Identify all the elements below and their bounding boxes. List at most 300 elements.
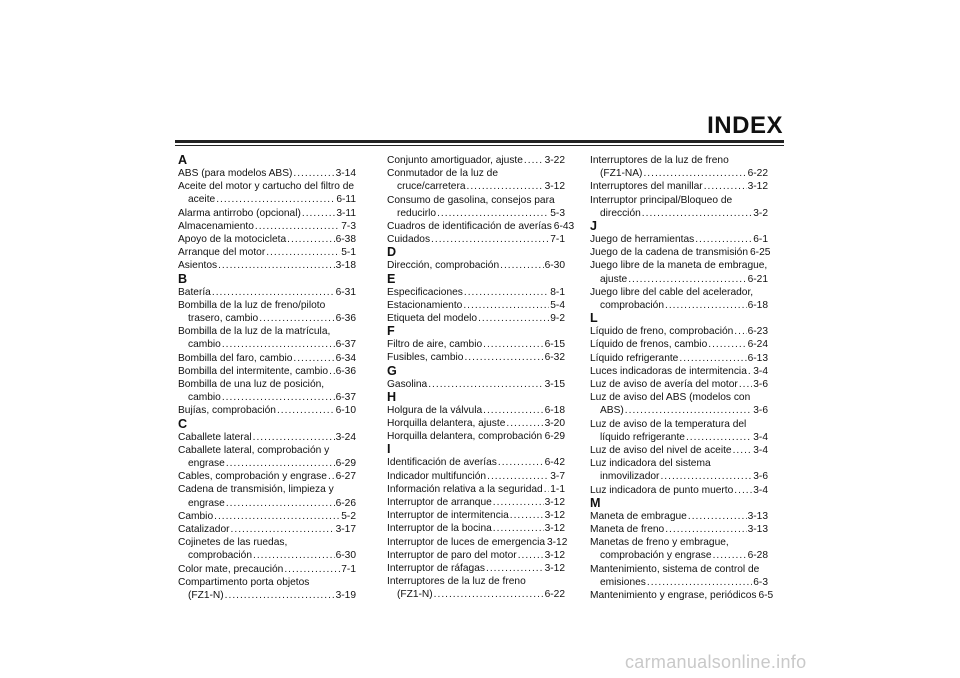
index-entry-text: Consumo de gasolina, consejos para xyxy=(387,194,555,206)
index-column-1 xyxy=(178,154,356,602)
leader-dots xyxy=(665,299,747,312)
index-entry xyxy=(590,365,768,378)
index-page-number: 6-29 xyxy=(335,458,356,470)
index-entry-text: Información relativa a la seguridad xyxy=(387,483,543,495)
index-entry-line xyxy=(178,431,356,444)
index-entry xyxy=(590,378,768,391)
index-entry xyxy=(178,220,356,233)
index-entry-line xyxy=(590,167,768,180)
index-entry-text: comprobación xyxy=(188,550,252,562)
index-entry-text: Catalizador xyxy=(178,524,230,536)
index-entry xyxy=(178,483,356,509)
leader-dots xyxy=(222,391,335,404)
index-entry xyxy=(590,180,768,193)
index-entry-text: Bombilla del intermitente, cambio xyxy=(178,365,329,377)
index-entry-line xyxy=(590,352,768,365)
index-page-number: 3-12 xyxy=(544,510,565,522)
index-entry xyxy=(590,589,774,602)
index-entry-line xyxy=(178,167,356,180)
index-entry-line xyxy=(178,589,356,602)
index-entry-line xyxy=(387,562,565,575)
index-entry xyxy=(178,510,356,523)
index-entry xyxy=(178,365,356,378)
index-page-number: 3-20 xyxy=(544,418,565,430)
index-entry-line xyxy=(387,259,565,272)
index-entry-text: Apoyo de la motocicleta xyxy=(178,234,287,246)
leader-dots xyxy=(255,220,340,233)
index-entry-text: Luz de aviso del ABS (modelos con xyxy=(590,392,751,404)
index-entry xyxy=(178,286,356,299)
index-entry xyxy=(178,470,356,483)
index-entry-line xyxy=(590,510,768,523)
index-entry-text: Mantenimiento y engrase, periódicos xyxy=(590,590,757,602)
index-entry-text: Juego de la cadena de transmisión xyxy=(590,247,749,259)
leader-dots xyxy=(431,233,549,246)
leader-dots xyxy=(329,365,335,378)
index-entry-text: Líquido de frenos, cambio xyxy=(590,339,708,351)
index-entry-text: Juego libre de la maneta de embrague, xyxy=(590,260,768,272)
index-entry-line xyxy=(178,193,356,206)
index-entry xyxy=(387,470,565,483)
index-entry-line xyxy=(590,325,768,338)
leader-dots xyxy=(665,523,746,536)
index-letter-heading: C xyxy=(178,416,188,431)
index-entry xyxy=(590,194,768,220)
index-page-number: 3-19 xyxy=(335,590,356,602)
header-rule-thick xyxy=(175,140,784,143)
index-entry-line xyxy=(178,523,356,536)
index-page-number: 6-36 xyxy=(335,313,356,325)
index-entry-text: Cables, comprobación y engrase xyxy=(178,471,327,483)
leader-dots xyxy=(748,365,752,378)
index-entry xyxy=(590,259,768,285)
watermark: carmanualsonline.info xyxy=(625,652,807,672)
index-entry-text: Filtro de aire, cambio xyxy=(387,339,483,351)
index-entry xyxy=(590,246,771,259)
index-entry xyxy=(590,233,768,246)
index-entry xyxy=(387,417,565,430)
index-page-number: 5-2 xyxy=(341,510,356,522)
index-entry-line xyxy=(590,207,768,220)
index-entry-text: Luz de aviso de la temperatura del xyxy=(590,418,747,430)
leader-dots xyxy=(739,378,752,391)
index-entry xyxy=(387,286,565,299)
index-entry-line xyxy=(387,496,565,509)
index-page-number: 6-43 xyxy=(553,221,575,233)
index-entry xyxy=(590,418,768,444)
leader-dots xyxy=(259,312,334,325)
index-entry-text: engrase xyxy=(188,458,225,470)
index-entry-line xyxy=(387,351,565,364)
leader-dots xyxy=(642,207,752,220)
index-entry-text: Conjunto amortiguador, ajuste xyxy=(387,155,523,166)
index-entry xyxy=(178,563,356,576)
index-entry xyxy=(178,167,356,180)
index-entry-text: comprobación y engrase xyxy=(600,550,712,562)
index-entry-text: Luces indicadoras de intermitencia xyxy=(590,365,747,377)
leader-dots xyxy=(464,351,543,364)
index-entry-text: (FZ1-NA) xyxy=(600,168,643,180)
index-page-number: 6-36 xyxy=(335,365,356,377)
index-page-number: 6-31 xyxy=(335,286,356,298)
index-entry xyxy=(387,536,568,549)
index-entry-text: Cadena de transmisión, limpieza y xyxy=(178,484,334,496)
index-entry-line xyxy=(590,431,768,444)
index-entry-text: engrase xyxy=(188,497,225,509)
index-entry-text: inmovilizador xyxy=(600,471,660,483)
index-entry-line xyxy=(590,180,768,193)
index-entry-line xyxy=(590,576,768,589)
index-page-number: 6-11 xyxy=(336,194,356,206)
index-entry xyxy=(387,456,565,469)
index-entry-line xyxy=(178,457,356,470)
index-page-number: 3-6 xyxy=(753,471,768,483)
index-letter-heading: H xyxy=(387,389,397,404)
leader-dots xyxy=(686,431,752,444)
leader-dots xyxy=(486,562,544,575)
leader-dots xyxy=(467,180,544,193)
index-entry xyxy=(590,286,768,312)
index-entry xyxy=(387,259,565,272)
index-entry-line xyxy=(387,180,565,193)
index-entry-text: dirección xyxy=(600,207,641,219)
index-page-number: 3-15 xyxy=(544,378,565,390)
index-entry-line xyxy=(387,154,565,167)
index-page-number: 6-28 xyxy=(747,550,768,562)
index-page-number: 6-5 xyxy=(758,590,774,602)
index-page-number: 5-4 xyxy=(550,299,565,311)
index-entry xyxy=(590,523,768,536)
leader-dots xyxy=(647,576,752,589)
index-entry-text: Horquilla delantera, ajuste xyxy=(387,418,506,430)
index-entry-text: Luz de aviso de avería del motor xyxy=(590,379,738,391)
index-entry-line xyxy=(387,286,565,299)
index-entry xyxy=(387,338,565,351)
index-entry-line xyxy=(178,549,356,562)
leader-dots xyxy=(734,325,746,338)
index-entry-line xyxy=(387,470,565,483)
index-entry-text: Interruptores de la luz de freno xyxy=(387,576,526,588)
leader-dots xyxy=(253,549,335,562)
leader-dots xyxy=(212,286,335,299)
index-page-number: 6-30 xyxy=(544,260,565,272)
index-entry xyxy=(387,430,565,443)
index-entry xyxy=(178,576,356,602)
index-entry-text: Cojinetes de las ruedas, xyxy=(178,537,288,549)
index-entry-line xyxy=(590,444,768,457)
index-entry-text: Estacionamiento xyxy=(387,299,463,311)
index-entry-text: aceite xyxy=(188,194,216,206)
index-page-number: 3-24 xyxy=(335,431,356,443)
index-entry-text: Interruptor de intermitencia xyxy=(387,510,509,522)
index-page-number: 6-24 xyxy=(747,339,768,351)
index-page-number: 7-1 xyxy=(550,234,565,246)
leader-dots xyxy=(708,338,746,351)
index-page-number: 3-12 xyxy=(544,497,565,509)
leader-dots xyxy=(733,444,753,457)
leader-dots xyxy=(293,167,334,180)
index-page-number: 5-1 xyxy=(341,247,356,259)
index-entry-text: Interruptores de la luz de freno xyxy=(590,155,729,166)
leader-dots xyxy=(302,207,335,220)
index-letter-heading: D xyxy=(387,245,397,260)
index-entry-text: cambio xyxy=(188,392,221,404)
index-page-number: 7-3 xyxy=(341,220,356,232)
index-entry-text: trasero, cambio xyxy=(188,313,259,325)
index-entry-line xyxy=(178,246,356,259)
index-entry-line xyxy=(178,220,356,233)
index-entry-line xyxy=(178,470,356,483)
index-letter-heading: F xyxy=(387,324,395,339)
index-entry-line xyxy=(178,207,356,220)
index-entry xyxy=(590,391,768,417)
index-entry-text: Indicador multifunción xyxy=(387,470,487,482)
index-entry xyxy=(387,509,565,522)
index-entry-text: líquido refrigerante xyxy=(600,431,685,443)
index-entry-text: Cuidados xyxy=(387,234,431,246)
index-entry xyxy=(178,523,356,536)
index-page-number: 6-18 xyxy=(544,404,565,416)
leader-dots xyxy=(293,352,334,365)
index-page-number: 5-3 xyxy=(550,207,565,219)
leader-dots xyxy=(524,154,544,167)
index-entry xyxy=(178,536,356,562)
leader-dots xyxy=(277,404,335,417)
index-entry xyxy=(178,352,356,365)
index-entry xyxy=(590,457,768,483)
index-entry-text: Interruptor de ráfagas xyxy=(387,563,485,575)
leader-dots xyxy=(287,233,334,246)
index-entry xyxy=(387,562,565,575)
index-entry-text: Identificación de averías xyxy=(387,457,497,469)
index-entry-line xyxy=(387,417,565,430)
index-entry-line xyxy=(590,246,771,259)
index-entry-text: Color mate, precaución xyxy=(178,563,284,575)
index-entry-line xyxy=(590,523,768,536)
index-entry xyxy=(590,510,768,523)
leader-dots xyxy=(328,470,335,483)
header-rule-thin xyxy=(175,145,784,146)
leader-dots xyxy=(231,523,335,536)
leader-dots xyxy=(628,273,746,286)
index-entry xyxy=(178,444,356,470)
index-entry-text: Manetas de freno y embrague, xyxy=(590,537,729,549)
index-entry-line xyxy=(178,233,356,246)
leader-dots xyxy=(695,233,752,246)
index-page-number: 6-1 xyxy=(753,234,768,246)
index-page-number: 3-12 xyxy=(747,181,768,193)
index-entry-text: Interruptor principal/Bloqueo de xyxy=(590,194,733,206)
index-entry-line xyxy=(590,299,768,312)
index-page-number: 3-4 xyxy=(753,431,768,443)
index-letter-heading: I xyxy=(387,442,391,457)
index-entry-text: Horquilla delantera, comprobación xyxy=(387,431,543,443)
index-page-number: 9-2 xyxy=(550,313,565,325)
index-page-number: 3-12 xyxy=(547,536,568,548)
index-entry-line xyxy=(387,299,565,312)
index-page-number: 3-13 xyxy=(747,524,768,536)
leader-dots xyxy=(226,497,335,510)
index-entry-text: ABS) xyxy=(600,405,624,417)
index-entry xyxy=(387,220,575,233)
index-entry xyxy=(387,351,565,364)
leader-dots xyxy=(688,510,747,523)
index-page-number: 6-3 xyxy=(753,576,768,588)
index-entry-line xyxy=(387,522,565,535)
index-entry xyxy=(387,549,565,562)
index-page-number: 3-22 xyxy=(544,155,565,166)
index-entry-line xyxy=(178,391,356,404)
index-entry-text: cambio xyxy=(188,339,221,351)
index-entry-line xyxy=(387,233,565,246)
index-entry xyxy=(590,444,768,457)
leader-dots xyxy=(679,352,746,365)
index-page-number: 3-12 xyxy=(544,549,565,561)
index-entry-text: Especificaciones xyxy=(387,286,463,298)
index-entry-line xyxy=(387,483,565,496)
leader-dots xyxy=(643,167,746,180)
index-entry-line xyxy=(178,259,356,272)
index-entry xyxy=(387,575,565,601)
index-letter-heading: J xyxy=(590,219,598,234)
index-page-number: 3-2 xyxy=(753,207,768,219)
index-entry xyxy=(178,259,356,272)
index-page-number: 3-14 xyxy=(335,168,356,179)
index-entry-line xyxy=(590,233,768,246)
leader-dots xyxy=(713,549,747,562)
index-page-number: 6-42 xyxy=(544,457,565,469)
leader-dots xyxy=(493,522,544,535)
index-entry-text: Aceite del motor y cartucho del filtro de xyxy=(178,181,355,193)
index-entry xyxy=(387,404,565,417)
leader-dots xyxy=(428,378,543,391)
index-page-number: 6-15 xyxy=(544,339,565,351)
index-entry-text: Alarma antirrobo (opcional) xyxy=(178,207,301,219)
index-entry xyxy=(178,378,356,404)
leader-dots xyxy=(218,259,335,272)
index-page-number: 6-22 xyxy=(544,589,565,601)
leader-dots xyxy=(284,563,340,576)
index-entry-text: Bombilla de la luz de freno/piloto xyxy=(178,299,326,311)
index-entry-text: Arranque del motor xyxy=(178,247,266,259)
index-entry-text: Conmutador de la luz de xyxy=(387,168,498,180)
leader-dots xyxy=(506,417,543,430)
index-entry-text: Interruptor de la bocina xyxy=(387,523,492,535)
index-entry xyxy=(178,431,356,444)
leader-dots xyxy=(518,549,544,562)
index-entry-line xyxy=(387,378,565,391)
index-page-number: 3-6 xyxy=(753,405,768,417)
page-title: INDEX xyxy=(707,112,783,139)
index-entry-line xyxy=(387,509,565,522)
index-entry xyxy=(178,207,356,220)
index-entry-line xyxy=(590,589,774,602)
index-entry-text: ABS (para modelos ABS) xyxy=(178,168,293,179)
index-entry xyxy=(387,194,565,220)
index-page-number: 6-18 xyxy=(747,300,768,312)
leader-dots xyxy=(483,404,543,417)
index-entry-text: Holgura de la válvula xyxy=(387,404,483,416)
index-entry-text: (FZ1-N) xyxy=(188,590,224,602)
index-entry-line xyxy=(387,549,565,562)
index-entry-line xyxy=(387,456,565,469)
leader-dots xyxy=(483,338,543,351)
index-page-number: 6-30 xyxy=(335,550,356,562)
index-entry-text: Líquido de freno, comprobación xyxy=(590,326,734,338)
leader-dots xyxy=(704,180,747,193)
leader-dots xyxy=(226,457,335,470)
leader-dots xyxy=(266,246,340,259)
index-entry xyxy=(178,299,356,325)
index-page-number: 6-37 xyxy=(335,339,356,351)
index-entry xyxy=(178,404,356,417)
index-page-number: 8-1 xyxy=(550,286,565,298)
index-entry-text: Juego libre del cable del acelerador, xyxy=(590,286,754,298)
index-entry-text: Interruptor de luces de emergencia xyxy=(387,536,545,548)
index-entry-line xyxy=(590,378,768,391)
index-page-number: 6-10 xyxy=(335,405,356,417)
index-entry-text: Batería xyxy=(178,286,211,298)
index-entry-text: Líquido refrigerante xyxy=(590,352,679,364)
index-page-number: 3-7 xyxy=(550,470,565,482)
index-page-number: 6-13 xyxy=(747,352,768,364)
index-entry-line xyxy=(590,404,768,417)
leader-dots xyxy=(487,470,549,483)
index-entry-line xyxy=(590,549,768,562)
index-entry xyxy=(387,483,565,496)
index-page-number: 6-26 xyxy=(335,497,356,509)
index-entry xyxy=(387,299,565,312)
index-page-number: 3-11 xyxy=(336,207,356,219)
index-entry-line xyxy=(590,470,768,483)
index-entry-text: ajuste xyxy=(600,273,628,285)
index-entry xyxy=(590,563,768,589)
index-entry-text: emisiones xyxy=(600,576,646,588)
index-entry-line xyxy=(178,312,356,325)
index-entry xyxy=(387,154,565,167)
index-entry-text: Interruptores del manillar xyxy=(590,181,703,193)
index-entry xyxy=(590,352,768,365)
index-page-number: 3-17 xyxy=(335,524,356,536)
index-page-number: 6-22 xyxy=(747,168,768,180)
index-entry-text: Cambio xyxy=(178,510,214,522)
index-entry-text: Dirección, comprobación xyxy=(387,260,500,272)
leader-dots xyxy=(434,588,544,601)
index-entry-text: Maneta de embrague xyxy=(590,510,687,522)
index-entry xyxy=(178,180,356,206)
index-page-number: 6-34 xyxy=(335,352,356,364)
index-column-3 xyxy=(590,154,774,602)
index-entry xyxy=(178,246,356,259)
index-entry-line xyxy=(387,404,565,417)
index-entry-line xyxy=(387,220,575,233)
index-entry-text: Gasolina xyxy=(387,378,428,390)
index-entry-line xyxy=(590,273,768,286)
index-column-2 xyxy=(387,154,575,602)
index-entry-text: Luz de aviso del nivel de aceite xyxy=(590,445,732,457)
leader-dots xyxy=(463,299,549,312)
leader-dots xyxy=(216,193,335,206)
index-entry xyxy=(178,233,356,246)
index-entry-text: Almacenamiento xyxy=(178,220,254,232)
index-page-number: 7-1 xyxy=(341,563,356,575)
index-entry xyxy=(590,484,768,497)
index-entry-line xyxy=(387,588,565,601)
index-entry xyxy=(590,338,768,351)
index-entry-text: Caballete lateral, comprobación y xyxy=(178,444,330,456)
index-page-number: 6-37 xyxy=(335,392,356,404)
index-page-number: 3-12 xyxy=(544,181,565,193)
